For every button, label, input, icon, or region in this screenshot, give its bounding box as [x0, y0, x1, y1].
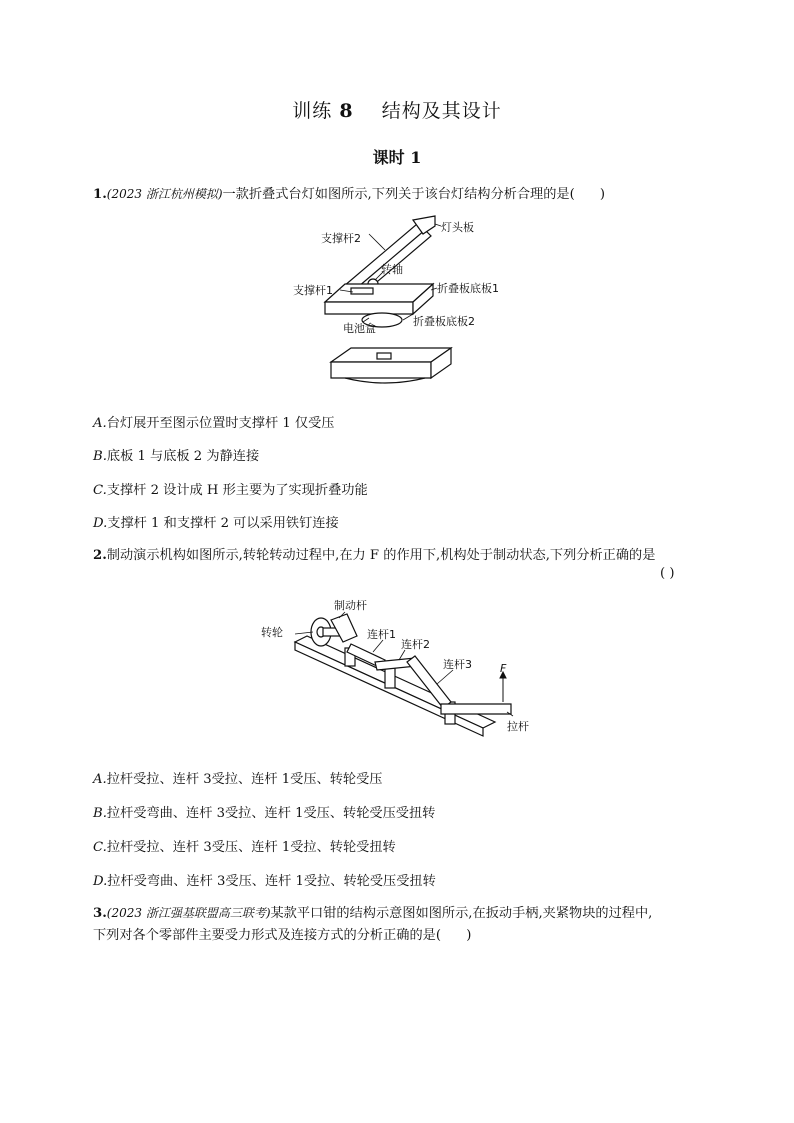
- page-subtitle: 课时 1: [372, 148, 422, 167]
- brake-rod: [331, 614, 357, 642]
- question-3-stem-line-2: [93, 926, 471, 946]
- question-2-number: 2: [93, 548, 103, 563]
- force-arrow: [500, 672, 506, 702]
- title-rest: 结构及其设计: [381, 100, 502, 122]
- brake-pull-rod: [441, 704, 511, 714]
- label-brake-rod: 制动杆: [334, 599, 367, 612]
- question-3-source: (2023 浙江强基联盟高三联考): [106, 906, 271, 920]
- label-link-1: 连杆1: [367, 628, 396, 641]
- page-title: [0, 96, 794, 123]
- label-base-board-1: 折叠板底板1: [437, 282, 499, 295]
- figure-brake-mechanism: [255, 592, 545, 752]
- lamp-base-board-2: [331, 348, 451, 383]
- question-1-stem: 1.(2023 浙江杭州模拟)一款折叠式台灯如图所示,下列关于该台灯结构分析合理的是( ): [93, 187, 606, 202]
- label-force: F: [500, 662, 507, 675]
- question-1-option-a: A.台灯展开至图示位置时支撑杆 1 仅受压: [93, 416, 335, 431]
- label-support-rod-2: 支撑杆2: [321, 232, 361, 245]
- lamp-base-board-1: [325, 284, 433, 314]
- question-2-option-d: D.拉杆受弯曲、连杆 3受压、连杆 1受拉、转轮受压受扭转: [93, 874, 436, 889]
- lamp-support-rod-1: [351, 288, 373, 294]
- question-2-stem: 2.制动演示机构如图所示,转轮转动过程中,在力 F 的作用下,机构处于制动状态,下列分析正确的是: [93, 548, 656, 563]
- label-base-board-2: 折叠板底板2: [413, 315, 475, 328]
- question-2-option-c: C.拉杆受拉、连杆 3受压、连杆 1受拉、转轮受扭转: [93, 840, 396, 855]
- title-number: 8: [339, 100, 354, 122]
- title-prefix: 训练: [292, 100, 333, 122]
- question-1-option-d: D.支撑杆 1 和支撑杆 2 可以采用铁钉连接: [93, 516, 339, 531]
- figure-folding-lamp: [285, 212, 525, 402]
- question-1-number: 1: [93, 187, 103, 202]
- label-pivot: 转轴: [381, 263, 403, 276]
- label-link-3: 连杆3: [443, 658, 472, 671]
- question-1-option-c: C.支撑杆 2 设计成 H 形主要为了实现折叠功能: [93, 483, 368, 498]
- question-1-text: 一款折叠式台灯如图所示,下列关于该台灯结构分析合理的是(: [222, 187, 575, 202]
- question-3-text-line-1: 某款平口钳的结构示意图如图所示,在扳动手柄,夹紧物块的过程中,: [270, 906, 653, 921]
- question-1-option-b: B.底板 1 与底板 2 为静连接: [93, 449, 260, 464]
- label-battery-box: 电池盒: [343, 322, 376, 335]
- label-lamp-head: 灯头板: [441, 221, 474, 234]
- question-3-stem: 3.(2023 浙江强基联盟高三联考)某款平口钳的结构示意图如图所示,在扳动手柄,夹紧物块的过程中,: [93, 906, 653, 921]
- question-1-source: (2023 浙江杭州模拟): [106, 187, 223, 201]
- label-support-rod-1: 支撑杆1: [293, 284, 333, 297]
- label-wheel: 转轮: [261, 626, 283, 639]
- question-2-text: 制动演示机构如图所示,转轮转动过程中,在力 F 的作用下,机构处于制动状态,下列分析正确的是: [106, 548, 656, 563]
- question-1-paren-close: ): [599, 187, 606, 202]
- question-2-option-a: A.拉杆受拉、连杆 3受拉、连杆 1受压、转轮受压: [93, 772, 383, 787]
- question-3-number: 3: [93, 906, 103, 921]
- label-pull-rod: 拉杆: [507, 720, 529, 733]
- question-3-paren-close: ): [466, 928, 472, 943]
- question-3-text-line-2: 下列对各个零部件主要受力形式及连接方式的分析正确的是(: [93, 928, 442, 943]
- label-link-2: 连杆2: [401, 638, 430, 651]
- brake-support-2: [385, 668, 395, 688]
- question-2-option-b: B.拉杆受弯曲、连杆 3受拉、连杆 1受压、转轮受压受扭转: [93, 806, 436, 821]
- question-2-answer-paren: ( ): [660, 566, 675, 581]
